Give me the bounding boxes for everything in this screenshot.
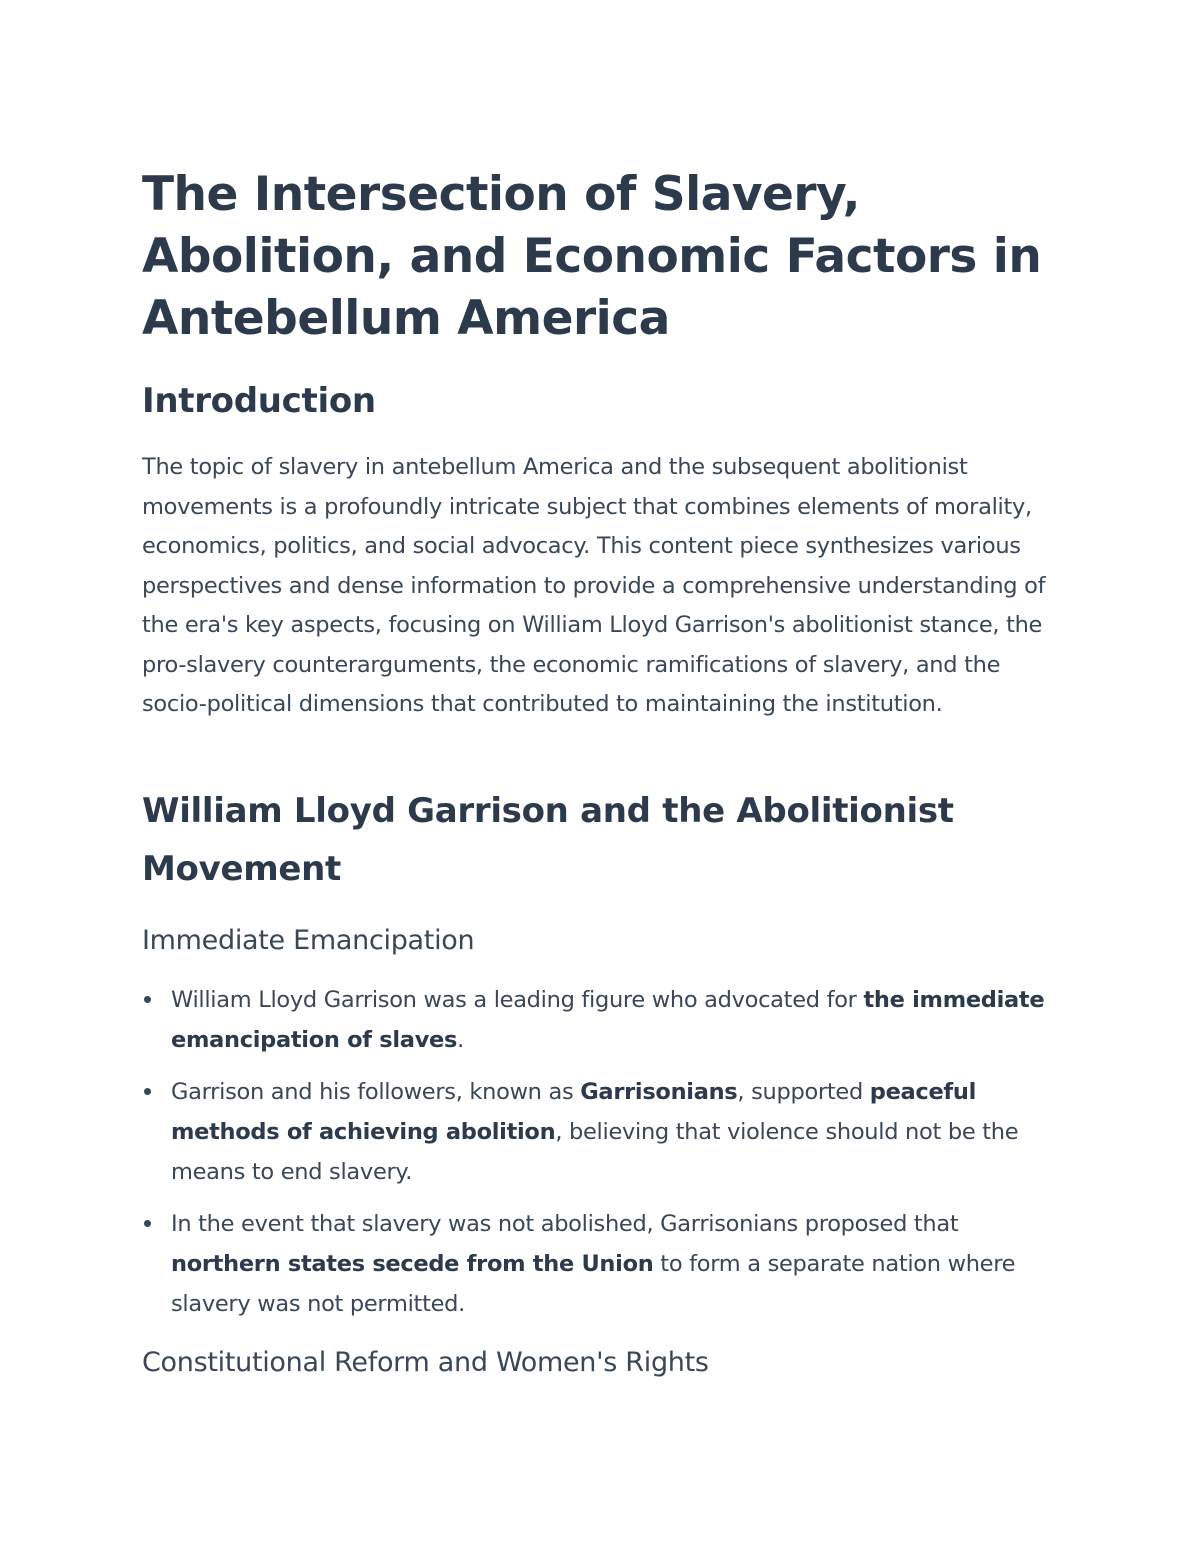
list-item bbox=[142, 980, 1062, 1060]
bullet-icon bbox=[144, 1220, 151, 1227]
bullet-text: In the event that slavery was not abolished, Garrisonians proposed that bbox=[171, 1211, 959, 1237]
bullet-emphasis: peaceful methods of achieving abolition bbox=[171, 1079, 977, 1145]
subheading-immediate-emancipation: Immediate Emancipation bbox=[142, 925, 475, 956]
bullet-text: William Lloyd Garrison was a leading figure who advocated for bbox=[171, 987, 864, 1013]
bullet-emphasis: northern states secede from the Union bbox=[171, 1251, 654, 1277]
emancipation-bullet-list bbox=[142, 980, 1062, 1336]
section-heading-garrison: William Lloyd Garrison and the Abolitionist Movement bbox=[142, 791, 954, 889]
bullet-icon bbox=[144, 996, 151, 1003]
bullet-text: . bbox=[457, 1027, 464, 1053]
section-heading-introduction: Introduction bbox=[142, 381, 376, 421]
list-item bbox=[142, 1072, 1062, 1192]
introduction-paragraph: The topic of slavery in antebellum America and the subsequent abolitionist movements is a profoundly intricate subject that combines elements of morality, economics, politics, and social advocacy. This content piece synthesizes various perspectives and dense information to provide a comprehensive understanding of the era's key aspects, focusing on William Lloyd Garrison's abolitionist stance, the pro-slavery counterarguments, the economic ramifications of slavery, and the socio-political dimensions that contributed to maintaining the institution. bbox=[142, 454, 1046, 717]
document-title: The Intersection of Slavery, Abolition, and Economic Factors in Antebellum America bbox=[142, 167, 1042, 346]
bullet-icon bbox=[144, 1088, 151, 1095]
bullet-text: Garrison and his followers, known as bbox=[171, 1079, 581, 1105]
list-item bbox=[142, 1204, 1062, 1324]
bullet-text: , supported bbox=[737, 1079, 870, 1105]
bullet-text: , believing that violence should not be the means to end slavery. bbox=[171, 1119, 1019, 1185]
subheading-constitutional-reform: Constitutional Reform and Women's Rights bbox=[142, 1347, 709, 1378]
bullet-emphasis: the immediate emancipation of slaves bbox=[171, 987, 1045, 1053]
bullet-text: to form a separate nation where slavery was not permitted. bbox=[171, 1251, 1016, 1317]
bullet-emphasis: Garrisonians bbox=[580, 1079, 738, 1105]
